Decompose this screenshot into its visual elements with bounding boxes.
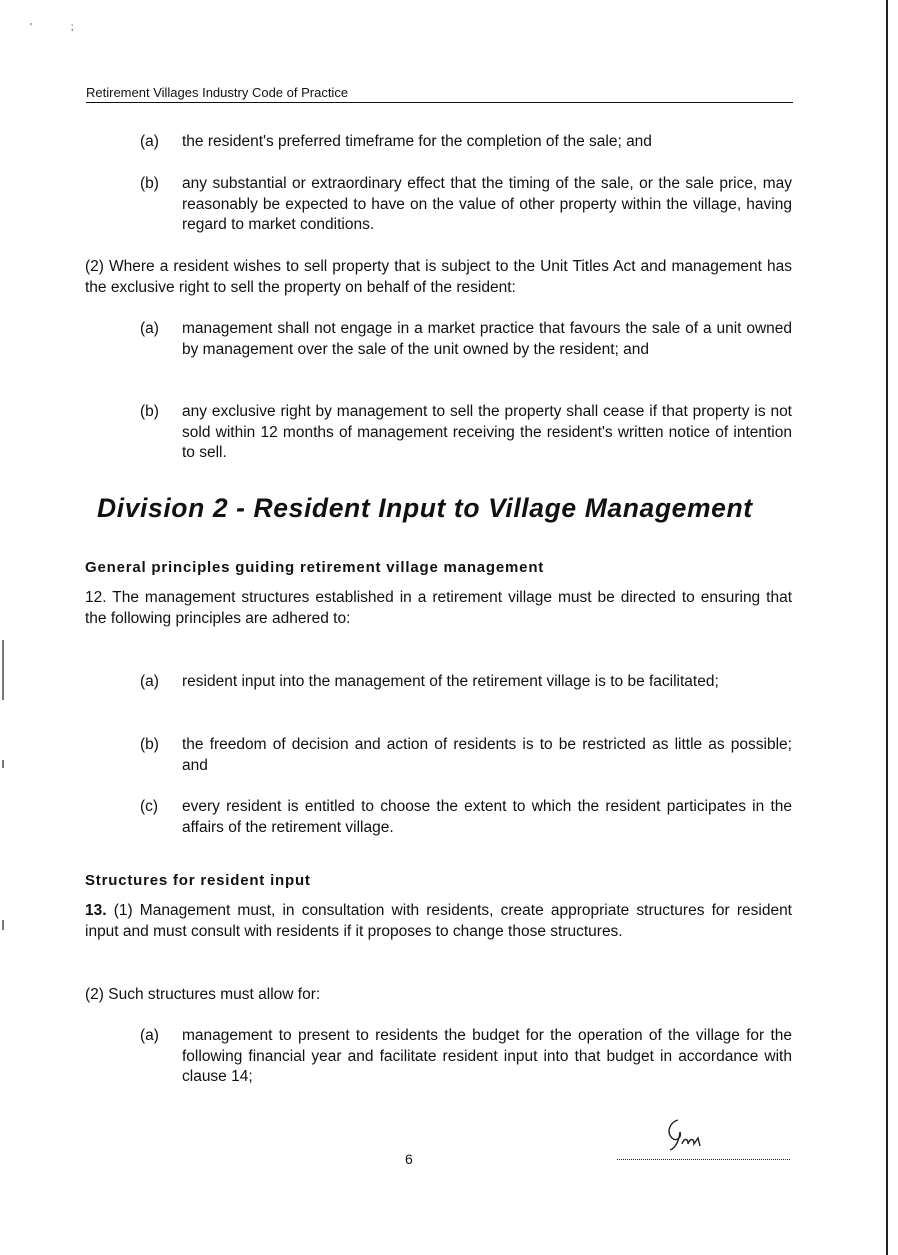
section-number: 13. [85, 902, 107, 919]
signature-line [617, 1159, 790, 1160]
item-text: management shall not engage in a market practice that favours the sale of a unit owned by management over the sale of the unit owned by the resident; and [182, 320, 792, 358]
item-text: resident input into the management of the retirement village is to be facilitated; [182, 673, 719, 690]
paragraph-text: (1) Management must, in consultation with residents, create appropriate structures for resident input and must consult with residents if it proposes to change those structures. [85, 902, 792, 940]
paragraph [85, 901, 792, 942]
item-label: (b) [140, 175, 159, 192]
item-label: (b) [140, 736, 159, 753]
item-label: (a) [140, 673, 159, 690]
item-text: the resident's preferred timeframe for the completion of the sale; and [182, 133, 652, 150]
item-text: any substantial or extraordinary effect that the timing of the sale, or the sale price, may reasonably be expected to have on the value of other property within the village, having regard to market conditions. [182, 175, 792, 234]
item-label: (a) [140, 1027, 159, 1044]
running-header [86, 82, 793, 103]
page-edge [886, 0, 888, 1255]
item-label: (a) [140, 133, 159, 150]
item-text: management to present to residents the budget for the operation of the village for the following financial year and facilitate resident input into that budget in accordance with clause 14; [182, 1027, 792, 1086]
scan-artifact [2, 640, 4, 700]
item-text: any exclusive right by management to sell the property shall cease if that property is not sold within 12 months of management receiving the resident's written notice of intention to sell. [182, 403, 792, 462]
item-text: the freedom of decision and action of residents is to be restricted as little as possible; and [182, 736, 792, 774]
item-label: (b) [140, 403, 159, 420]
paragraph: (2) Such structures must allow for: [85, 986, 321, 1003]
scan-specks: ' ; [30, 22, 92, 33]
item-label: (c) [140, 798, 159, 815]
item-label: (a) [140, 320, 159, 337]
header-title: Retirement Villages Industry Code of Practice [86, 85, 349, 100]
section-heading: General principles guiding retirement village management [85, 559, 545, 576]
item-text: every resident is entitled to choose the extent to which the resident participates in the affairs of the retirement village. [182, 798, 792, 836]
signature-initials-icon [660, 1114, 710, 1154]
section-heading: Structures for resident input [85, 872, 311, 889]
scan-artifact [2, 920, 4, 930]
paragraph: (2) Where a resident wishes to sell property that is subject to the Unit Titles Act and management has the exclusive right to sell the property on behalf of the resident: [85, 258, 792, 296]
division-title: Division 2 - Resident Input to Village Management [97, 493, 753, 523]
page-number: 6 [405, 1151, 413, 1167]
scan-artifact [2, 760, 4, 768]
paragraph: 12. The management structures established in a retirement village must be directed to ensuring that the following principles are adhered to: [85, 589, 792, 627]
